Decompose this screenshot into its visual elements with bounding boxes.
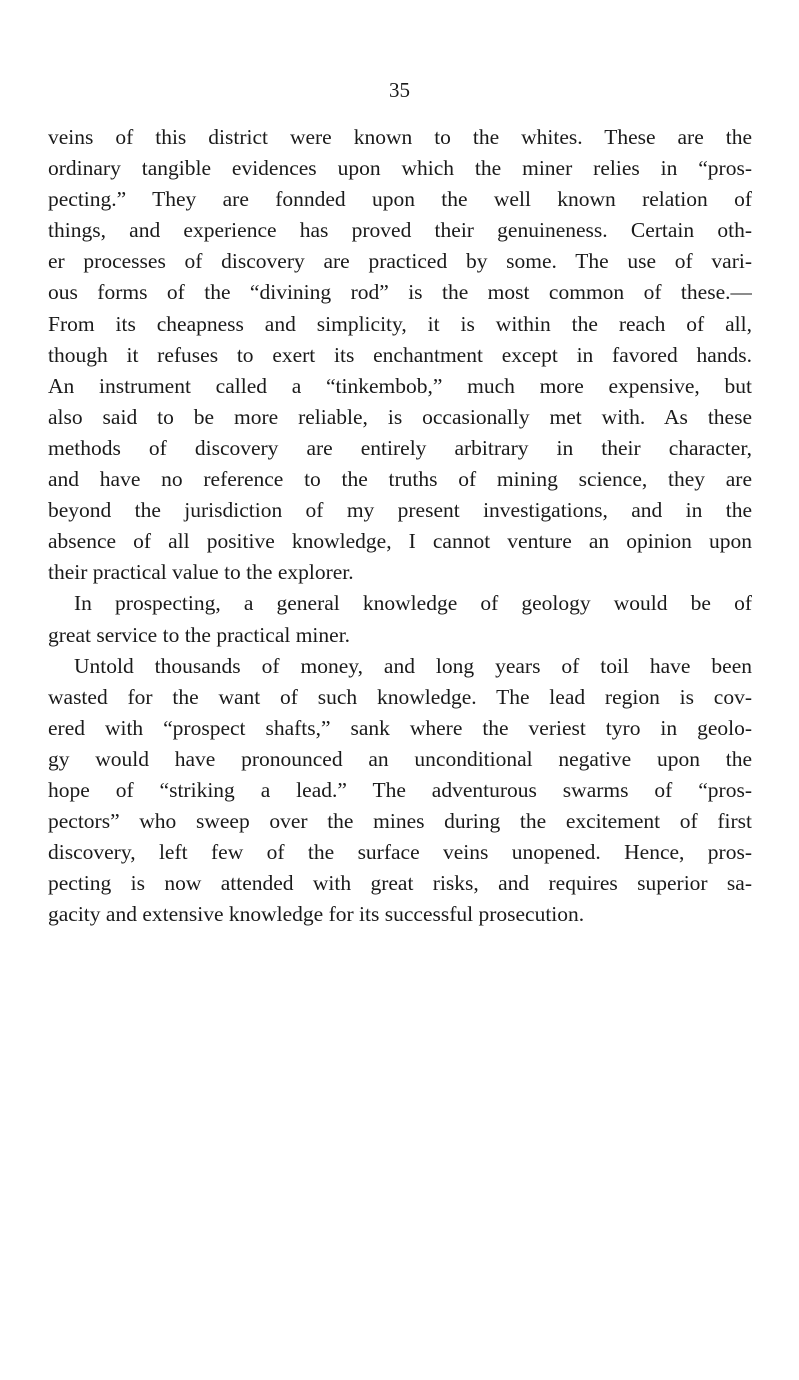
paragraph-2 — [48, 588, 752, 650]
text-line: pecting is now attended with great risks, and requires superior sa- — [48, 871, 752, 896]
text-line: ordinary tangible evidences upon which the miner relies in “pros- — [48, 156, 752, 181]
page-number: 35 — [389, 78, 410, 102]
text-line: gy would have pronounced an unconditional negative upon the — [48, 746, 752, 771]
body-text — [48, 122, 752, 930]
text-line: though it refuses to exert its enchantment except in favored hands. — [48, 342, 752, 367]
text-line: From its cheapness and simplicity, it is within the reach of all, — [48, 311, 752, 336]
paragraph-3 — [48, 651, 752, 931]
text-line: gacity and extensive knowledge for its successful prosecution. — [48, 902, 585, 927]
text-line: hope of “striking a lead.” The adventurous swarms of “pros- — [48, 777, 752, 802]
text-line: things, and experience has proved their genuineness. Certain oth- — [48, 218, 752, 243]
text-line: wasted for the want of such knowledge. The lead region is cov- — [48, 684, 752, 709]
text-line: also said to be more reliable, is occasionally met with. As these — [48, 404, 752, 429]
text-line: pectors” who sweep over the mines during the excitement of first — [48, 809, 752, 834]
text-line: beyond the jurisdiction of my present investigations, and in the — [48, 498, 752, 523]
text-line: absence of all positive knowledge, I cannot venture an opinion upon — [48, 529, 752, 554]
text-line: their practical value to the explorer. — [48, 560, 354, 585]
paragraph-1 — [48, 122, 752, 588]
text-line: ered with “prospect shafts,” sank where the veriest tyro in geolo- — [48, 715, 752, 740]
text-line: er processes of discovery are practiced by some. The use of vari- — [48, 249, 752, 274]
text-line: veins of this district were known to the whites. These are the — [48, 125, 752, 149]
text-line: discovery, left few of the surface veins unopened. Hence, pros- — [48, 840, 752, 865]
text-line: ous forms of the “divining rod” is the most common of these.— — [48, 280, 752, 305]
text-line: and have no reference to the truths of mining science, they are — [48, 467, 752, 492]
text-line: In prospecting, a general knowledge of geology would be of — [74, 591, 752, 616]
text-line: pecting.” They are fonnded upon the well known relation of — [48, 187, 752, 212]
text-line: methods of discovery are entirely arbitrary in their character, — [48, 435, 752, 460]
text-line: An instrument called a “tinkembob,” much more expensive, but — [48, 373, 752, 398]
text-line: great service to the practical miner. — [48, 622, 351, 647]
text-line: Untold thousands of money, and long years of toil have been — [74, 653, 752, 678]
